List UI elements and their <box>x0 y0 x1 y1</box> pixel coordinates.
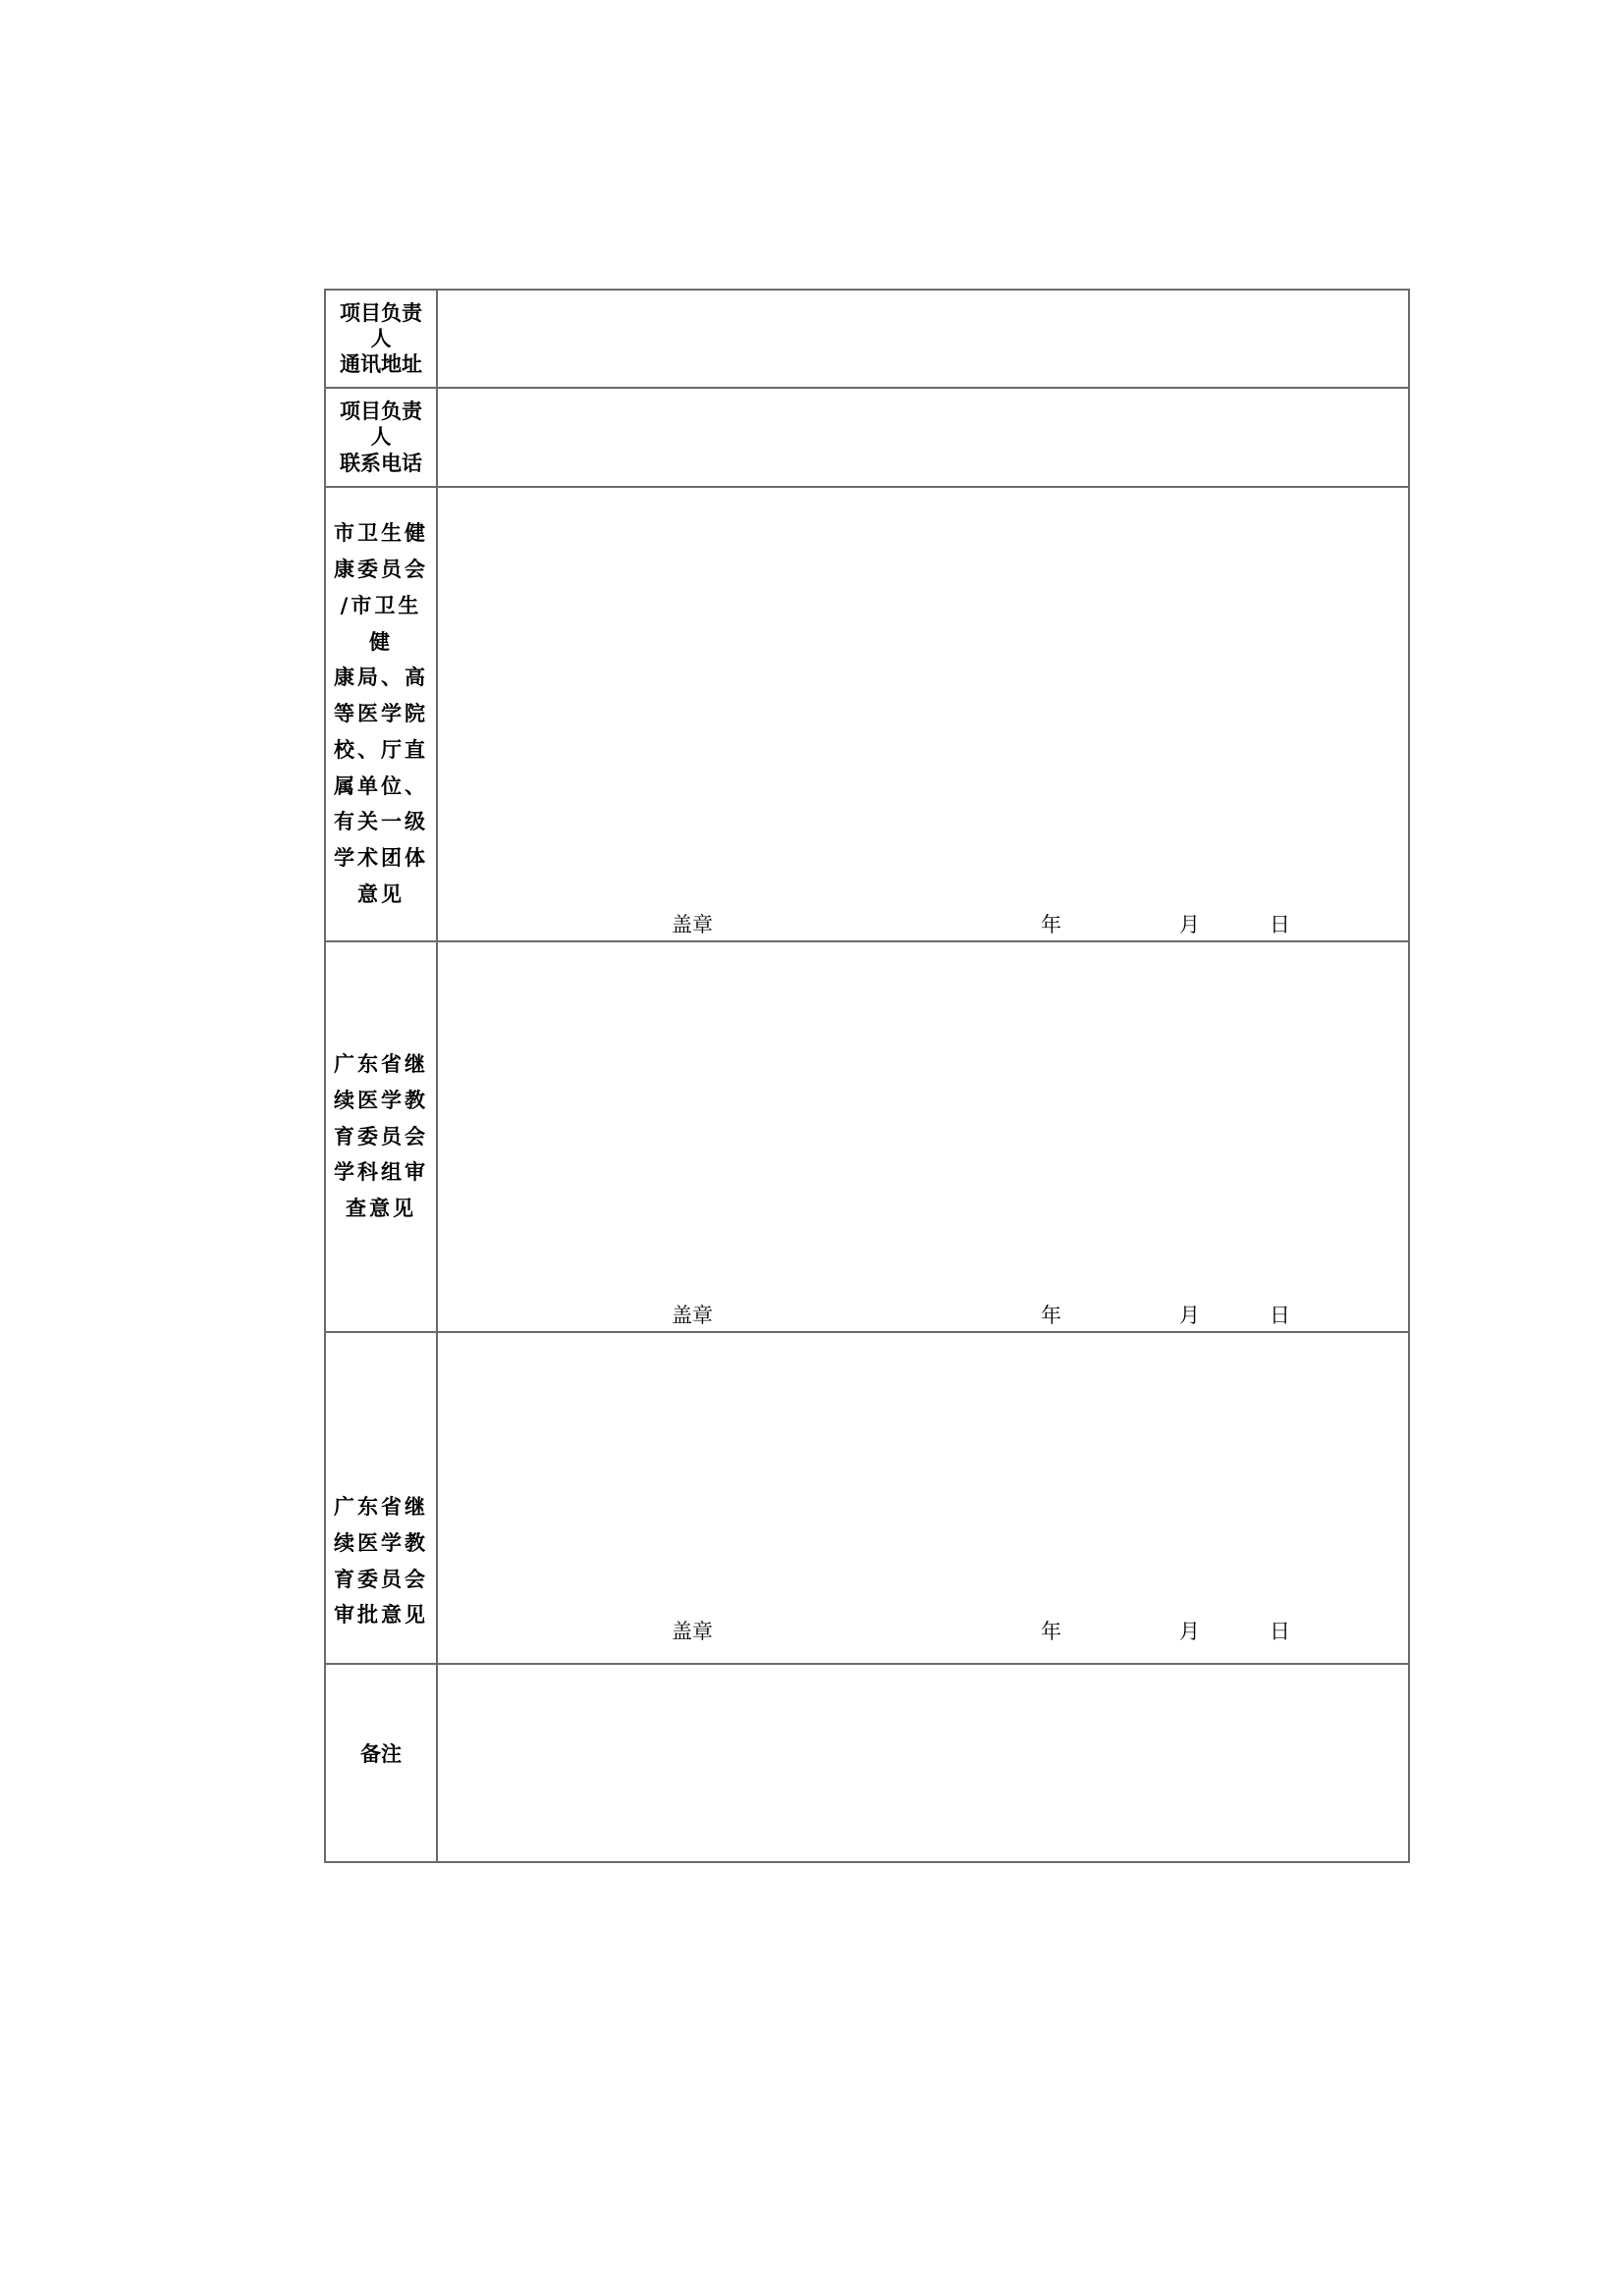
row-remarks <box>326 1665 1408 1861</box>
contact-phone-field[interactable] <box>438 389 1408 486</box>
subject-review-field[interactable] <box>438 942 1408 1331</box>
row-label: 广东省继 续医学教 育委员会 审批意见 <box>334 1495 428 1628</box>
row-subject-review <box>326 942 1408 1333</box>
signature-line <box>438 1300 1408 1327</box>
row-label: 项目负责 人 通讯地址 <box>340 300 422 377</box>
row-contact-phone <box>326 389 1408 488</box>
row-label: 广东省继 续医学教 育委员会 学科组审 查意见 <box>334 1052 428 1221</box>
row-contact-address <box>326 291 1408 389</box>
year-label: 年 <box>1041 1620 1061 1643</box>
day-label: 日 <box>1270 1620 1290 1643</box>
row-municipal-opinion <box>326 488 1408 942</box>
signature-line <box>438 1616 1408 1643</box>
label-cell <box>326 1665 438 1861</box>
day-label: 日 <box>1270 1304 1290 1327</box>
day-label: 日 <box>1270 913 1290 936</box>
remarks-field[interactable] <box>438 1665 1408 1861</box>
month-label: 月 <box>1179 1620 1200 1643</box>
row-label: 项目负责 人 联系电话 <box>340 400 422 475</box>
seal-label: 盖章 <box>672 1304 713 1327</box>
month-label: 月 <box>1179 1304 1200 1327</box>
month-label: 月 <box>1179 913 1200 936</box>
municipal-opinion-field[interactable] <box>438 488 1408 940</box>
seal-label: 盖章 <box>672 1620 713 1643</box>
row-label: 市卫生健 康委员会 /市卫生健 康局、高 等医学院 校、厅直 属单位、 有关一级 学术团体 意见 <box>334 521 428 906</box>
label-cell <box>326 1333 438 1663</box>
committee-approval-field[interactable] <box>438 1333 1408 1663</box>
contact-address-field[interactable] <box>438 291 1408 387</box>
label-cell <box>326 389 438 486</box>
year-label: 年 <box>1041 1304 1061 1327</box>
year-label: 年 <box>1041 913 1061 936</box>
seal-label: 盖章 <box>672 913 713 936</box>
label-cell <box>326 488 438 940</box>
label-cell <box>326 291 438 387</box>
approval-form-table <box>324 289 1410 1863</box>
row-label: 备注 <box>360 1742 402 1766</box>
row-committee-approval <box>326 1333 1408 1665</box>
signature-line <box>438 909 1408 936</box>
label-cell <box>326 942 438 1331</box>
